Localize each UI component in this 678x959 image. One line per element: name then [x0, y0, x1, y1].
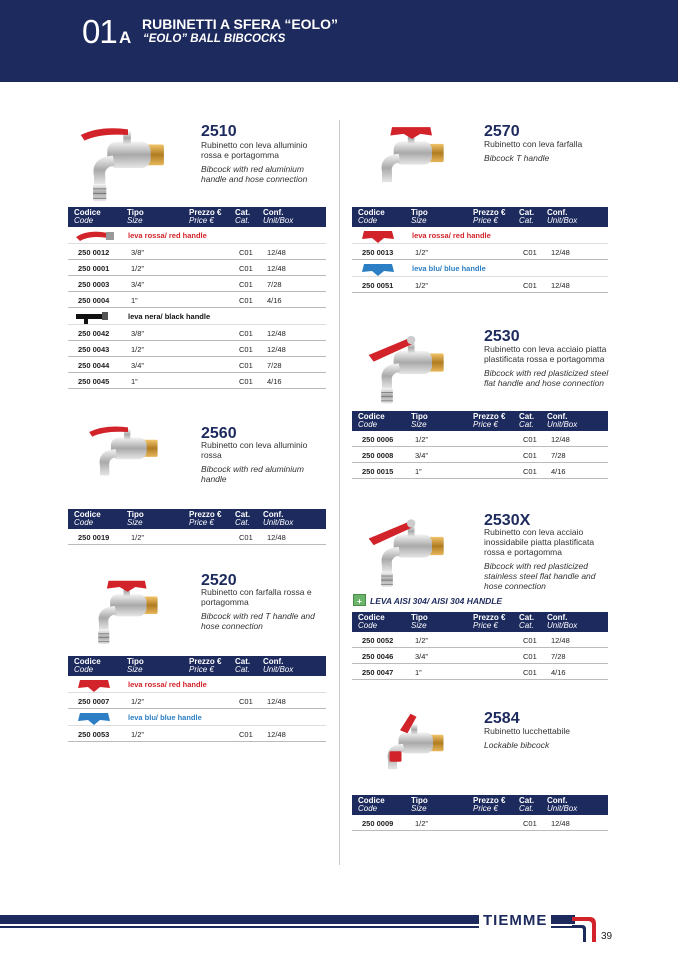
description-it: Rubinetto con leva alluminio rossa e portagomma [201, 140, 308, 160]
table-row [68, 529, 326, 545]
product-description [201, 140, 329, 184]
cat-cell: C01 [523, 281, 537, 290]
product-image [80, 570, 175, 655]
col-label-en: Cat. [519, 804, 534, 813]
size-cell: 1/2” [415, 819, 428, 828]
code-cell: 250 0047 [362, 668, 394, 677]
col-header-cat [519, 797, 534, 813]
col-label-it: Conf. [547, 412, 568, 421]
code-cell: 250 0006 [362, 435, 394, 444]
col-label-it: Codice [358, 412, 385, 421]
aisi-badge [353, 594, 502, 606]
col-header-box [547, 797, 577, 813]
col-header-box [263, 209, 293, 225]
description-it: Rubinetto con leva alluminio rossa [201, 440, 308, 460]
col-header-price [189, 209, 221, 225]
col-label-it: Cat. [235, 510, 251, 519]
section-letter: A [119, 28, 132, 47]
size-cell: 1/2” [131, 264, 144, 273]
code-cell: 250 0043 [78, 345, 110, 354]
col-label-en: Price € [473, 621, 498, 630]
box-cell: 12/48 [551, 281, 570, 290]
product-description [484, 527, 609, 591]
col-header-price [189, 511, 221, 527]
col-label-en: Code [74, 518, 94, 527]
col-label-en: Cat. [519, 621, 534, 630]
page-header [0, 0, 678, 82]
col-label-en: Price € [473, 216, 498, 225]
code-cell: 250 0001 [78, 264, 110, 273]
size-cell: 1/2” [131, 345, 144, 354]
size-cell: 3/4” [415, 451, 428, 460]
description-it: Rubinetto con farfalla rossa e portagomma [201, 587, 312, 607]
product-image [68, 118, 188, 208]
col-label-it: Prezzo € [473, 796, 506, 805]
table-row [352, 463, 608, 479]
box-cell: 12/48 [267, 264, 286, 273]
variant-label: leva rossa/ red handle [128, 680, 207, 689]
col-label-en: Cat. [235, 518, 250, 527]
size-cell: 3/4” [415, 652, 428, 661]
section-title-en: “EOLO” BALL BIBCOCKS [143, 33, 286, 45]
product-image [362, 512, 462, 595]
description-en: Bibcock T handle [484, 153, 550, 163]
box-cell: 12/48 [551, 636, 570, 645]
product-description [484, 139, 604, 163]
table-row [352, 815, 608, 831]
col-label-en: Unit/Box [547, 804, 578, 813]
col-label-en: Code [74, 216, 94, 225]
page-number: 39 [601, 931, 613, 942]
black-handle-icon [74, 310, 116, 324]
col-label-en: Unit/Box [547, 420, 578, 429]
redT-handle-icon [358, 229, 400, 243]
col-label-it: Conf. [547, 613, 568, 622]
col-label-en: Code [358, 216, 378, 225]
table-row [68, 357, 326, 373]
cat-cell: C01 [523, 819, 537, 828]
cat-cell: C01 [239, 697, 253, 706]
col-header-cat [519, 209, 534, 225]
table-row [68, 325, 326, 341]
faucet-illustration [80, 570, 175, 650]
col-label-it: Prezzo € [473, 412, 506, 421]
col-header-price [473, 413, 505, 429]
col-label-en: Code [358, 420, 378, 429]
product-table [352, 795, 608, 831]
description-en: Lockable bibcock [484, 740, 550, 750]
code-cell: 250 0052 [362, 636, 394, 645]
product-table [352, 207, 608, 293]
col-header-code [74, 511, 101, 527]
table-header [68, 656, 326, 676]
variant-label: leva rossa/ red handle [412, 231, 491, 240]
box-cell: 7/28 [551, 652, 566, 661]
col-label-en: Unit/Box [263, 518, 294, 527]
box-cell: 12/48 [267, 329, 286, 338]
cat-cell: C01 [239, 533, 253, 542]
col-label-it: Conf. [547, 796, 568, 805]
col-label-it: Cat. [519, 208, 535, 217]
redT-handle-icon [74, 678, 116, 692]
col-label-en: Unit/Box [547, 621, 578, 630]
size-cell: 1/2” [415, 435, 428, 444]
table-header [352, 612, 608, 632]
col-header-code [358, 614, 385, 630]
table-header [352, 795, 608, 815]
product-description [201, 587, 319, 631]
faucet-illustration [362, 330, 462, 405]
size-cell: 1/2” [415, 281, 428, 290]
product-description [201, 440, 319, 484]
cat-cell: C01 [239, 296, 253, 305]
section-number: 01 [82, 13, 117, 50]
blueT-handle-icon [358, 262, 400, 276]
col-label-it: Tipo [411, 208, 428, 217]
col-label-en: Price € [189, 665, 214, 674]
size-cell: 1/2” [415, 636, 428, 645]
table-row [352, 632, 608, 648]
description-it: Rubinetto con leva acciaio piatta plastificata rossa e portagomma [484, 344, 607, 364]
box-cell: 12/48 [551, 435, 570, 444]
variant-label: leva rossa/ red handle [128, 231, 207, 240]
description-en: Bibcock with red plasticized steel flat handle and hose connection [484, 368, 609, 388]
col-label-it: Codice [74, 208, 101, 217]
box-cell: 12/48 [267, 248, 286, 257]
code-cell: 250 0004 [78, 296, 110, 305]
col-label-en: Size [411, 420, 427, 429]
cat-cell: C01 [523, 652, 537, 661]
col-header-box [547, 413, 577, 429]
col-label-it: Codice [74, 510, 101, 519]
box-cell: 12/48 [267, 533, 286, 542]
col-label-it: Codice [358, 208, 385, 217]
col-label-it: Codice [74, 657, 101, 666]
cat-cell: C01 [239, 730, 253, 739]
code-cell: 250 0009 [362, 819, 394, 828]
code-cell: 250 0003 [78, 280, 110, 289]
col-label-en: Code [74, 665, 94, 674]
faucet-illustration [68, 418, 188, 488]
product-description [484, 726, 609, 750]
box-cell: 12/48 [267, 730, 286, 739]
box-cell: 4/16 [267, 296, 282, 305]
table-row [68, 373, 326, 389]
cat-cell: C01 [239, 377, 253, 386]
box-cell: 12/48 [551, 248, 570, 257]
col-label-it: Cat. [519, 796, 535, 805]
col-label-it: Cat. [519, 412, 535, 421]
code-cell: 250 0053 [78, 730, 110, 739]
col-label-en: Price € [189, 518, 214, 527]
code-cell: 250 0045 [78, 377, 110, 386]
description-it: Rubinetto con leva farfalla [484, 139, 583, 149]
product-table [68, 509, 326, 545]
description-it: Rubinetto con leva acciaio inossidabile piatta plastificata rossa e portagomma [484, 527, 595, 557]
col-header-size [411, 797, 428, 813]
description-en: Bibcock with red T handle and hose connection [201, 611, 315, 631]
table-header [352, 411, 608, 431]
column-divider [339, 120, 340, 865]
product-image [68, 418, 188, 493]
handle-variant-label [68, 227, 326, 244]
product-code: 2570 [484, 123, 520, 140]
col-label-it: Cat. [519, 613, 535, 622]
table-row [352, 244, 608, 260]
col-label-it: Tipo [411, 412, 428, 421]
code-cell: 250 0042 [78, 329, 110, 338]
box-cell: 4/16 [267, 377, 282, 386]
size-cell: 3/8” [131, 248, 144, 257]
col-header-cat [235, 658, 250, 674]
variant-label: leva nera/ black handle [128, 312, 211, 321]
code-cell: 250 0044 [78, 361, 110, 370]
table-row [352, 277, 608, 293]
table-row [352, 664, 608, 680]
size-cell: 1/2” [131, 533, 144, 542]
box-cell: 12/48 [551, 819, 570, 828]
code-cell: 250 0051 [362, 281, 394, 290]
col-header-size [411, 413, 428, 429]
box-cell: 4/16 [551, 668, 566, 677]
product-table [352, 612, 608, 680]
product-code: 2530X [484, 512, 531, 529]
col-label-it: Prezzo € [189, 510, 222, 519]
col-label-it: Prezzo € [473, 208, 506, 217]
cat-cell: C01 [523, 467, 537, 476]
product-table [352, 411, 608, 479]
col-header-size [127, 658, 144, 674]
col-header-box [263, 658, 293, 674]
col-label-en: Cat. [235, 216, 250, 225]
col-label-en: Price € [473, 420, 498, 429]
cat-cell: C01 [239, 264, 253, 273]
product-image [370, 705, 460, 795]
size-cell: 1/2” [131, 730, 144, 739]
col-label-en: Price € [189, 216, 214, 225]
col-label-en: Code [358, 804, 378, 813]
code-cell: 250 0013 [362, 248, 394, 257]
description-en: Bibcock with red aluminium handle [201, 464, 304, 484]
cat-cell: C01 [239, 345, 253, 354]
col-header-code [358, 797, 385, 813]
table-row [68, 693, 326, 709]
col-label-en: Cat. [519, 420, 534, 429]
cat-cell: C01 [523, 435, 537, 444]
col-header-cat [519, 614, 534, 630]
table-row [352, 431, 608, 447]
col-header-size [411, 614, 428, 630]
table-row [68, 292, 326, 308]
col-label-en: Size [127, 665, 143, 674]
col-label-it: Cat. [235, 208, 251, 217]
brand-logo: TIEMME [479, 912, 551, 929]
code-cell: 250 0015 [362, 467, 394, 476]
cat-cell: C01 [239, 361, 253, 370]
size-cell: 1” [415, 467, 422, 476]
col-label-en: Unit/Box [263, 665, 294, 674]
product-image [362, 330, 462, 410]
table-row [68, 276, 326, 292]
code-cell: 250 0012 [78, 248, 110, 257]
col-label-it: Codice [358, 613, 385, 622]
col-header-box [547, 209, 577, 225]
col-label-it: Conf. [547, 208, 568, 217]
col-header-code [358, 413, 385, 429]
col-label-it: Tipo [127, 208, 144, 217]
size-cell: 3/4” [131, 361, 144, 370]
code-cell: 250 0046 [362, 652, 394, 661]
table-row [68, 341, 326, 357]
col-label-en: Cat. [235, 665, 250, 674]
faucet-illustration [362, 118, 462, 198]
product-table [68, 656, 326, 742]
col-label-en: Size [127, 518, 143, 527]
badge-label: LEVA AISI 304/ AISI 304 HANDLE [370, 596, 503, 606]
cat-cell: C01 [239, 248, 253, 257]
col-label-it: Cat. [235, 657, 251, 666]
product-code: 2584 [484, 710, 520, 727]
product-image [362, 118, 462, 203]
variant-label: leva blu/ blue handle [412, 264, 486, 273]
col-label-it: Conf. [263, 208, 284, 217]
product-code: 2510 [201, 123, 237, 140]
col-label-it: Tipo [127, 657, 144, 666]
col-header-price [473, 797, 505, 813]
box-cell: 7/28 [551, 451, 566, 460]
blueT-handle-icon [74, 711, 116, 725]
box-cell: 4/16 [551, 467, 566, 476]
col-label-en: Size [411, 216, 427, 225]
col-label-en: Unit/Box [263, 216, 294, 225]
size-cell: 1/2” [415, 248, 428, 257]
product-table [68, 207, 326, 389]
col-label-it: Tipo [411, 796, 428, 805]
cat-cell: C01 [523, 451, 537, 460]
code-cell: 250 0019 [78, 533, 110, 542]
col-label-it: Prezzo € [473, 613, 506, 622]
col-header-price [189, 658, 221, 674]
description-it: Rubinetto lucchettabile [484, 726, 571, 736]
code-cell: 250 0007 [78, 697, 110, 706]
table-row [68, 260, 326, 276]
size-cell: 3/8” [131, 329, 144, 338]
cat-cell: C01 [239, 280, 253, 289]
variant-label: leva blu/ blue handle [128, 713, 202, 722]
col-label-en: Price € [473, 804, 498, 813]
col-label-it: Prezzo € [189, 208, 222, 217]
box-cell: 7/28 [267, 361, 282, 370]
col-label-en: Size [127, 216, 143, 225]
cat-cell: C01 [523, 248, 537, 257]
product-description [484, 344, 609, 388]
col-label-it: Conf. [263, 510, 284, 519]
table-header [352, 207, 608, 227]
col-label-en: Size [411, 804, 427, 813]
col-header-code [74, 209, 101, 225]
table-row [68, 726, 326, 742]
table-row [68, 244, 326, 260]
handle-variant-label [352, 260, 608, 277]
col-header-price [473, 614, 505, 630]
col-label-it: Prezzo € [189, 657, 222, 666]
box-cell: 12/48 [267, 345, 286, 354]
table-row [352, 447, 608, 463]
size-cell: 1” [131, 377, 138, 386]
product-code: 2560 [201, 425, 237, 442]
size-cell: 1” [131, 296, 138, 305]
col-label-en: Size [411, 621, 427, 630]
cat-cell: C01 [239, 329, 253, 338]
size-cell: 1” [415, 668, 422, 677]
red-handle-icon [74, 229, 116, 243]
col-label-en: Unit/Box [547, 216, 578, 225]
col-header-cat [235, 511, 250, 527]
col-header-size [127, 511, 144, 527]
col-header-price [473, 209, 505, 225]
faucet-illustration [362, 512, 462, 590]
col-label-it: Conf. [263, 657, 284, 666]
size-cell: 3/4” [131, 280, 144, 289]
faucet-illustration [68, 118, 188, 203]
table-header [68, 509, 326, 529]
description-en: Bibcock with red plasticized stainless steel flat handle and hose connection [484, 561, 596, 591]
col-header-cat [235, 209, 250, 225]
handle-variant-label [352, 227, 608, 244]
cat-cell: C01 [523, 636, 537, 645]
col-header-cat [519, 413, 534, 429]
plus-icon: + [353, 594, 366, 606]
col-header-size [127, 209, 144, 225]
col-label-en: Cat. [519, 216, 534, 225]
col-header-size [411, 209, 428, 225]
table-row [352, 648, 608, 664]
box-cell: 12/48 [267, 697, 286, 706]
size-cell: 1/2” [131, 697, 144, 706]
description-en: Bibcock with red aluminium handle and hose connection [201, 164, 308, 184]
code-cell: 250 0008 [362, 451, 394, 460]
col-header-box [263, 511, 293, 527]
product-code: 2530 [484, 328, 520, 345]
faucet-illustration [370, 705, 460, 790]
box-cell: 7/28 [267, 280, 282, 289]
handle-variant-label [68, 709, 326, 726]
section-title-it: RUBINETTI A SFERA “EOLO” [142, 16, 338, 32]
col-header-box [547, 614, 577, 630]
product-code: 2520 [201, 572, 237, 589]
col-header-code [74, 658, 101, 674]
col-label-it: Tipo [127, 510, 144, 519]
handle-variant-label [68, 308, 326, 325]
col-label-it: Codice [358, 796, 385, 805]
footer-swoosh [572, 912, 600, 942]
handle-variant-label [68, 676, 326, 693]
col-header-code [358, 209, 385, 225]
col-label-it: Tipo [411, 613, 428, 622]
col-label-en: Code [358, 621, 378, 630]
table-header [68, 207, 326, 227]
cat-cell: C01 [523, 668, 537, 677]
